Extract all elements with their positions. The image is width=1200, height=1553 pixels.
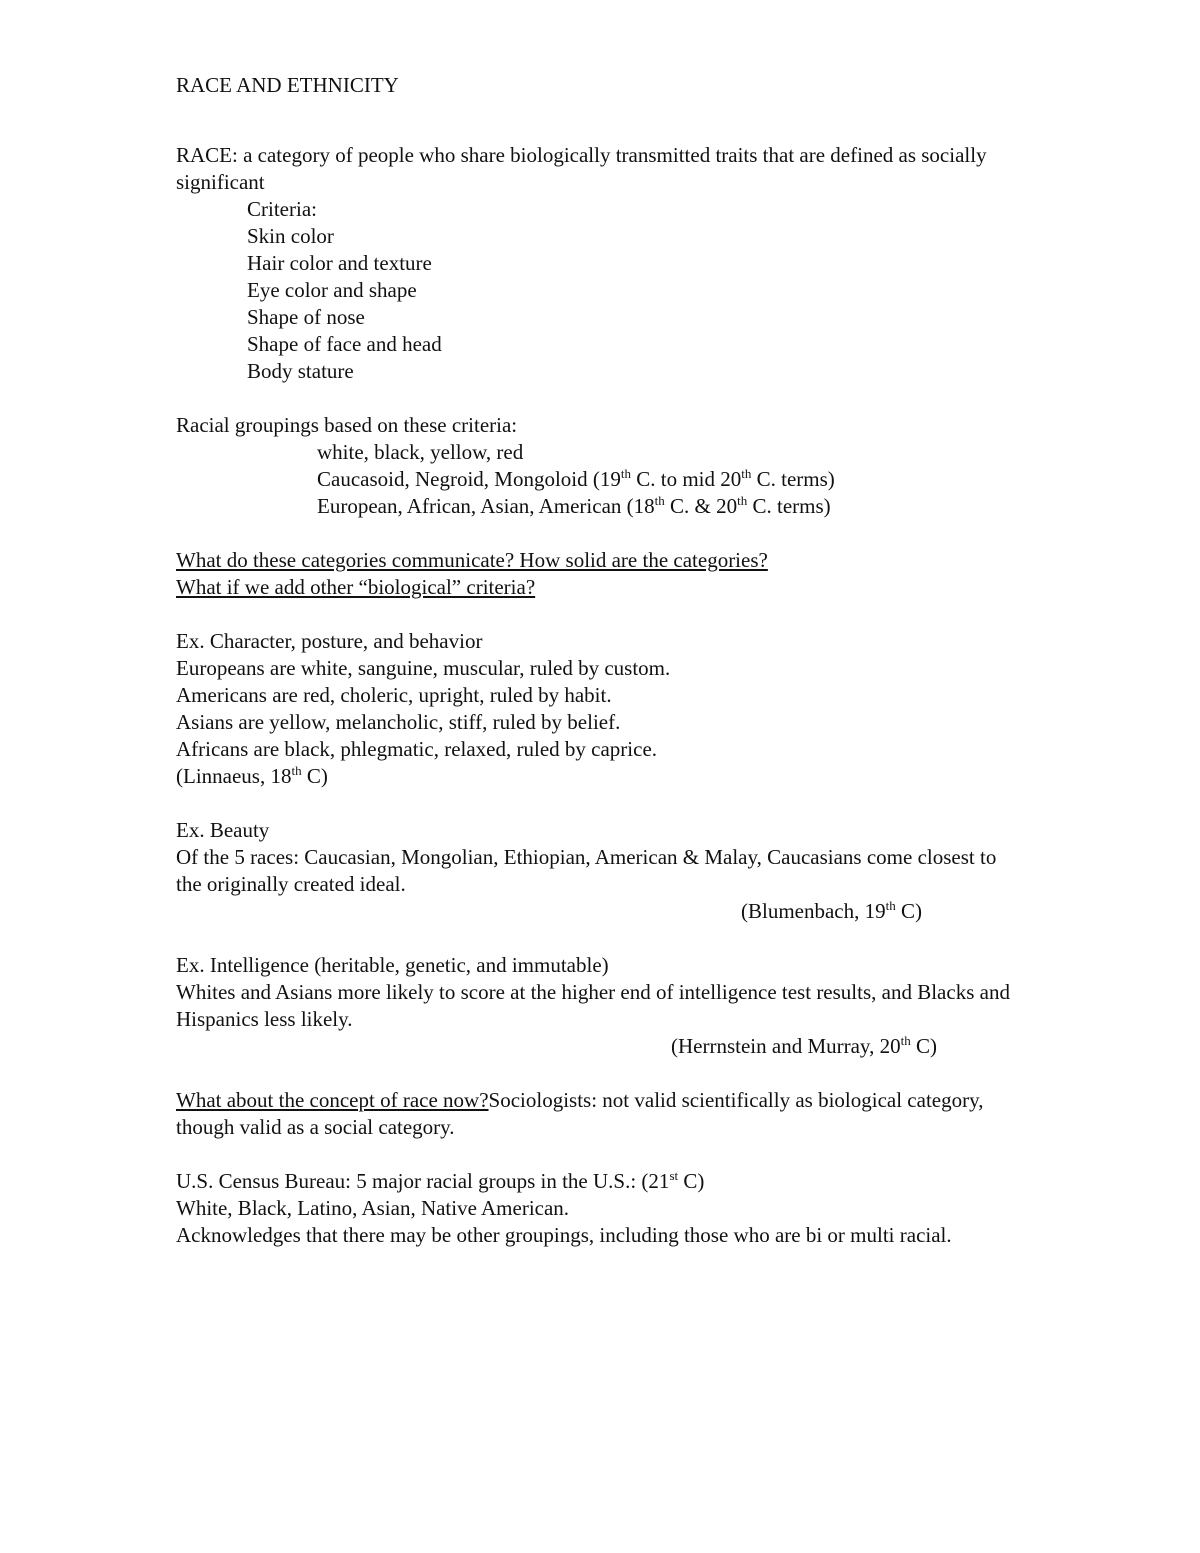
grouping-colors: white, black, yellow, red [317,440,524,464]
groupings-intro: Racial groupings based on these criteria: [176,413,518,437]
question-categories: What do these categories communicate? How solid are the categories? [176,548,768,572]
example-beauty-heading: Ex. Beauty [176,818,270,842]
question-biological: What if we add other “biological” criteria? [176,575,536,599]
census-groups: White, Black, Latino, Asian, Native American. [176,1196,570,1220]
document-title: RACE AND ETHNICITY [176,73,399,97]
criteria-label: Criteria: [247,197,317,221]
criteria-item: Shape of face and head [247,332,442,356]
criteria-item: Eye color and shape [247,278,417,302]
criteria-item: Body stature [247,359,354,383]
census-heading: U.S. Census Bureau: 5 major racial groups in the U.S.: (21st C) [176,1168,705,1193]
example-beauty-text: Of the 5 races: Caucasian, Mongolian, Ethiopian, American & Malay, Caucasians come closest to the originally created ideal. [176,845,997,896]
example-character-line: Asians are yellow, melancholic, stiff, ruled by belief. [176,710,621,734]
citation-blumenbach: (Blumenbach, 19th C) [741,898,923,923]
document-page [176,72,1026,1249]
race-now-question: What about the concept of race now? [176,1088,489,1112]
example-intelligence-heading: Ex. Intelligence (heritable, genetic, and immutable) [176,953,609,977]
race-now-answer: Sociologists: not valid scientifically as biological category, though valid as a social category. [176,1088,984,1139]
example-character-heading: Ex. Character, posture, and behavior [176,629,483,653]
race-definition: RACE: a category of people who share biologically transmitted traits that are defined as socially significant [176,143,987,194]
citation-herrnstein-murray: (Herrnstein and Murray, 20th C) [671,1033,937,1058]
race-now-paragraph [176,1087,1026,1141]
example-character-line: Americans are red, choleric, upright, ruled by habit. [176,683,612,707]
grouping-terms-18c: European, African, Asian, American (18th C. & 20th C. terms) [317,493,831,518]
criteria-item: Shape of nose [247,305,365,329]
example-character-line: Europeans are white, sanguine, muscular, ruled by custom. [176,656,671,680]
criteria-item: Hair color and texture [247,251,432,275]
census-note: Acknowledges that there may be other groupings, including those who are bi or multi racial. [176,1223,952,1247]
citation-linnaeus: (Linnaeus, 18th C) [176,763,328,788]
example-intelligence-text: Whites and Asians more likely to score at the higher end of intelligence test results, and Blacks and Hispanics less likely. [176,980,1010,1031]
criteria-item: Skin color [247,224,334,248]
grouping-terms-19c: Caucasoid, Negroid, Mongoloid (19th C. to mid 20th C. terms) [317,466,835,491]
example-character-line: Africans are black, phlegmatic, relaxed, ruled by caprice. [176,737,658,761]
